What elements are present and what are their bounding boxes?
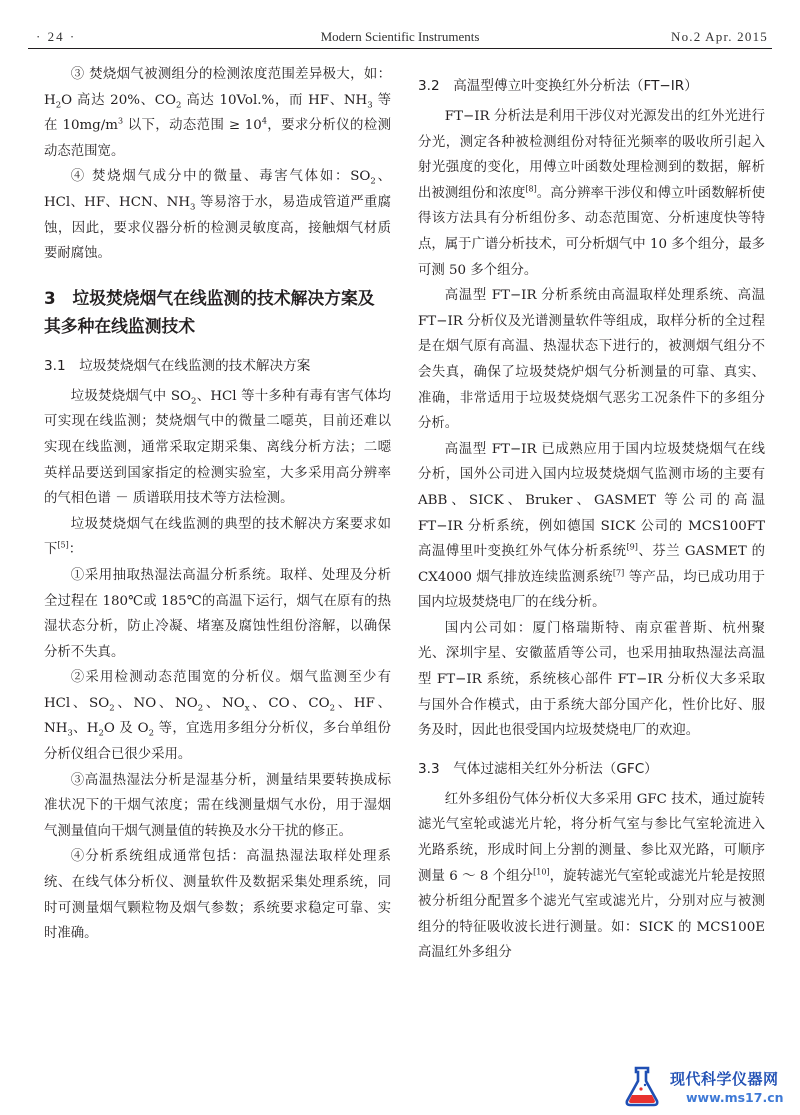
paragraph-req-2: ②采用检测动态范围宽的分析仪。烟气监测至少有 HCl、$SO_2$、NO、$NO_2$、$NO_x$、CO、$CO_2$、HF、$NH_3$、$H_2O$ 及 $O_2$ 等，宜选用多组分分析仪，多台单组份分析仪组合已很少采用。 <box>44 670 392 763</box>
paragraph-overview: 垃圾焚烧烟气中 $SO_2$、HCl 等十多种有毒有害气体均可实现在线监测；焚烧烟气中的微量二噁英，目前还难以实现在线监测，通常采取定期采集、离线分析方法；二噁英样品要送到国家指定的检测实验室，大多采用高分辨率的气相色谱 － 质谱联用技术等方法检测。 <box>44 388 391 507</box>
citation-ref: [5] <box>57 540 69 550</box>
paragraph-item-4: ④ 焚烧烟气成分中的微量、毒害气体如：$SO_2$、HCl、HF、HCN、$NH_3$ 等易溶于水，易造成管道严重腐蚀，因此，要求仪器分析的检测灵敏度高，接触烟气材质要耐腐蚀。 <box>44 169 391 262</box>
paragraph-req-3: ③高温热湿法分析是湿基分析，测量结果要转换成标准状况下的干烟气浓度；需在线测量烟气水份，用于湿烟气测量值向干烟气测量值的转换及水分干扰的修正。 <box>44 772 391 839</box>
citation-ref: [10] <box>533 867 550 877</box>
issue-info: No.2 Apr. 2015 <box>671 29 768 44</box>
left-column <box>44 62 391 947</box>
subsection-heading-3-1: 3.1 垃圾焚烧烟气在线监测的技术解决方案 <box>44 357 311 374</box>
paragraph-req-4: ④分析系统组成通常包括：高温热湿法取样处理系统、在线气体分析仪、测量软件及数据采集处理系统，同时可测量烟气颗粒物及烟气参数；系统要求稳定可靠、实时准确。 <box>44 849 391 942</box>
journal-name: Modern Scientific Instruments <box>320 29 480 44</box>
page-number: · 24 · <box>36 29 77 44</box>
paragraph-domestic-companies: 国内公司如：厦门格瑞斯特、南京霍普斯、杭州聚光、深圳宇星、安徽蓝盾等公司，也采用抽取热湿法高温型 FT−IR 系统，系统核心部件 FT−IR 分析仪大多采取与国外合作模式，由于系统大部分国产化，性价比好、服务及时，因此也很受国内垃圾焚烧电厂的欢迎。 <box>418 620 765 739</box>
paragraph-item-3: ③ 焚烧烟气被测组分的检测浓度范围差异极大，如：$H_2O$ 高达 20%、$CO_2$ 高达 10Vol.%，而 HF、$NH_3$ 等在 $10mg/m^3$ 以下，动态范围 ≥ $10^4$，要求分析仪的检测动态范围宽。 <box>44 67 392 159</box>
citation-ref: [7] <box>612 568 625 578</box>
subsection-heading-3-3: 3.3 气体过滤相关红外分析法（GFC） <box>418 760 658 777</box>
right-column <box>418 62 765 966</box>
paragraph-ftir-principle: FT−IR 分析法是利用干涉仪对光源发出的红外光进行分光，测定各种被检测组份对特征光频率的吸收所引起入射光强度的变化，用傅立叶函数处理检测到的数据，解析出被测组份和浓度[8]。高分辨率干涉仪和傅立叶函数解析使得该方法具有分析组份多、动态范围宽、分析速度快等特点，属于广谱分析技术，可分析烟气中 10 多个组分，最多可测 50 多个组分。 <box>418 109 766 278</box>
paragraph-gfc: 红外多组份气体分析仪大多采用 GFC 技术，通过旋转滤光气室轮或滤光片轮，将分析气室与参比气室轮流进入光路系统，形成时间上分割的测量、参比双光路，可顺序测量 6 ～ 8 个组分[10]，旋转滤光气室轮或滤光片轮是按照被分析组分配置多个滤光气室或滤光片，分别对应与被测组分的特征吸收波长进行测量。如：SICK 的 MCS100E 高温红外多组分 <box>418 791 766 961</box>
paragraph-ftir-system: 高温型 FT−IR 分析系统由高温取样处理系统、高温 FT−IR 分析仪及光谱测量软件等组成，取样分析的全过程是在烟气原有高温、热湿状态下进行的，被测烟气组分不会失真，确保了垃圾焚烧炉烟气分析测量的可靠、真实、准确，非常适用于垃圾焚烧烟气恶劣工况条件下的多组分分析。 <box>418 288 765 432</box>
flask-logo-icon <box>620 1064 664 1108</box>
site-watermark <box>606 1062 796 1112</box>
paragraph-ftir-applications: 高温型 FT−IR 已成熟应用于国内垃圾焚烧烟气在线分析，国外公司进入国内垃圾焚烧烟气监测市场的主要有 ABB、SICK、Bruker、GASMET 等公司的高温 FT−IR 分析系统，例如德国 SICK 公司的 MCS100FT 高温傅里叶变换红外气体分析系统[9]、芬兰 GASMET 的 CX4000 烟气排放连续监测系统[7] 等产品，均已成功用于国内垃圾焚烧电厂的在线分析。 <box>418 441 765 611</box>
watermark-url: www.ms17.cn <box>686 1090 784 1105</box>
citation-ref: [8] <box>525 184 537 194</box>
subsection-heading-3-2: 3.2 高温型傅立叶变换红外分析法（FT−IR） <box>418 78 698 94</box>
paragraph-requirements-intro: 垃圾焚烧烟气在线监测的典型的技术解决方案要求如下[5]： <box>44 516 391 558</box>
section-heading-3: 3 垃圾焚烧烟气在线监测的技术解决方案及其多种在线监测技术 <box>44 287 375 336</box>
running-header <box>28 24 772 49</box>
watermark-title: 现代科学仪器网 <box>670 1070 779 1088</box>
paragraph-req-1: ①采用抽取热湿法高温分析系统。取样、处理及分析全过程在 180℃或 185℃的高温下运行，烟气在原有的热湿状态分析，防止冷凝、堵塞及腐蚀性组份溶解，以确保分析不失真。 <box>44 567 391 660</box>
citation-ref: [9] <box>626 542 638 552</box>
